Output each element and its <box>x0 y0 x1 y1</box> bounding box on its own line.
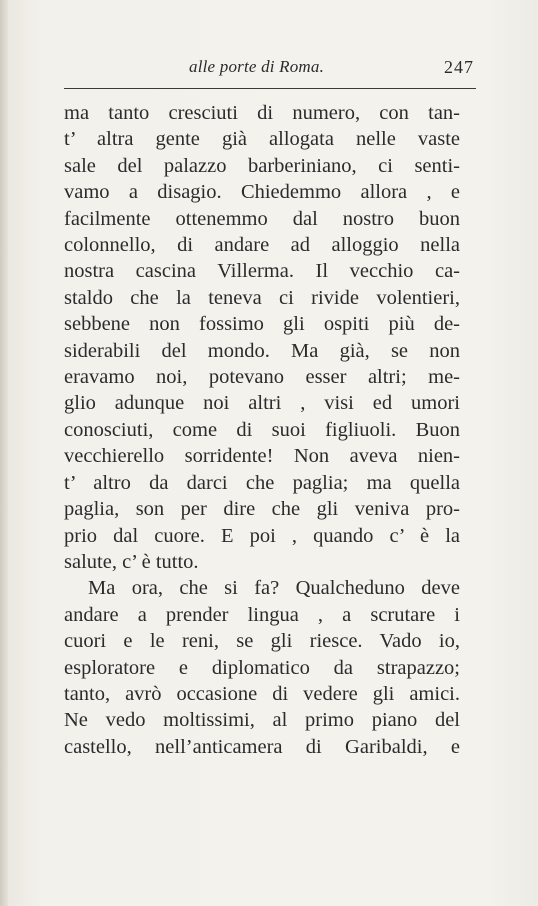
text-line: ma tanto cresciuti di numero, con tan- <box>64 102 460 124</box>
header-rule <box>64 88 476 89</box>
text-line: t’ altra gente già allogata nelle vaste <box>64 128 460 151</box>
text-line: prio dal cuore. E poi , quando c’ è la <box>64 524 460 547</box>
text-line: vecchierello sorridente! Non aveva nien- <box>64 445 460 468</box>
text-line: conosciuti, come di suoi figliuoli. Buon <box>64 418 460 441</box>
binding-edge <box>0 0 8 906</box>
text-line: t’ altro da darci che paglia; ma quella <box>64 471 460 494</box>
page-number: 247 <box>444 57 474 77</box>
text-line: tanto, avrò occasione di vedere gli amici. <box>64 682 460 705</box>
running-title: alle porte di Roma. <box>189 57 325 76</box>
body-text <box>64 100 476 760</box>
page-header <box>64 54 476 84</box>
text-line: castello, nell’anticamera di Garibaldi, e <box>64 735 460 758</box>
text-line: sale del palazzo barberiniano, ci senti- <box>64 154 460 177</box>
text-line: glio adunque noi altri , visi ed umori <box>64 392 460 415</box>
text-line: eravamo noi, potevano esser altri; me- <box>64 366 460 389</box>
text-line: cuori e le reni, se gli riesce. Vado io, <box>64 630 460 653</box>
text-line: siderabili del mondo. Ma già, se non <box>64 339 460 362</box>
text-line: paglia, son per dire che gli veniva pro- <box>64 498 460 521</box>
text-line: staldo che la teneva ci rivide volentieri, <box>64 286 460 309</box>
text-line: colonnello, di andare ad alloggio nella <box>64 234 460 257</box>
text-line: facilmente ottenemmo dal nostro buon <box>64 207 460 230</box>
text-line: andare a prender lingua , a scrutare i <box>64 603 460 626</box>
text-line: vamo a disagio. Chiedemmo allora , e <box>64 181 460 204</box>
paragraph-end-line: salute, c’ è tutto. <box>64 550 199 573</box>
text-line: sebbene non fossimo gli ospiti più de- <box>64 313 460 336</box>
text-line: Ne vedo moltissimi, al primo piano del <box>64 709 460 732</box>
text-line: nostra cascina Villerma. Il vecchio ca- <box>64 260 460 283</box>
text-line: esploratore e diplomatico da strapazzo; <box>64 656 460 679</box>
paragraph-start-line: Ma ora, che si fa? Qualcheduno deve <box>88 577 460 600</box>
